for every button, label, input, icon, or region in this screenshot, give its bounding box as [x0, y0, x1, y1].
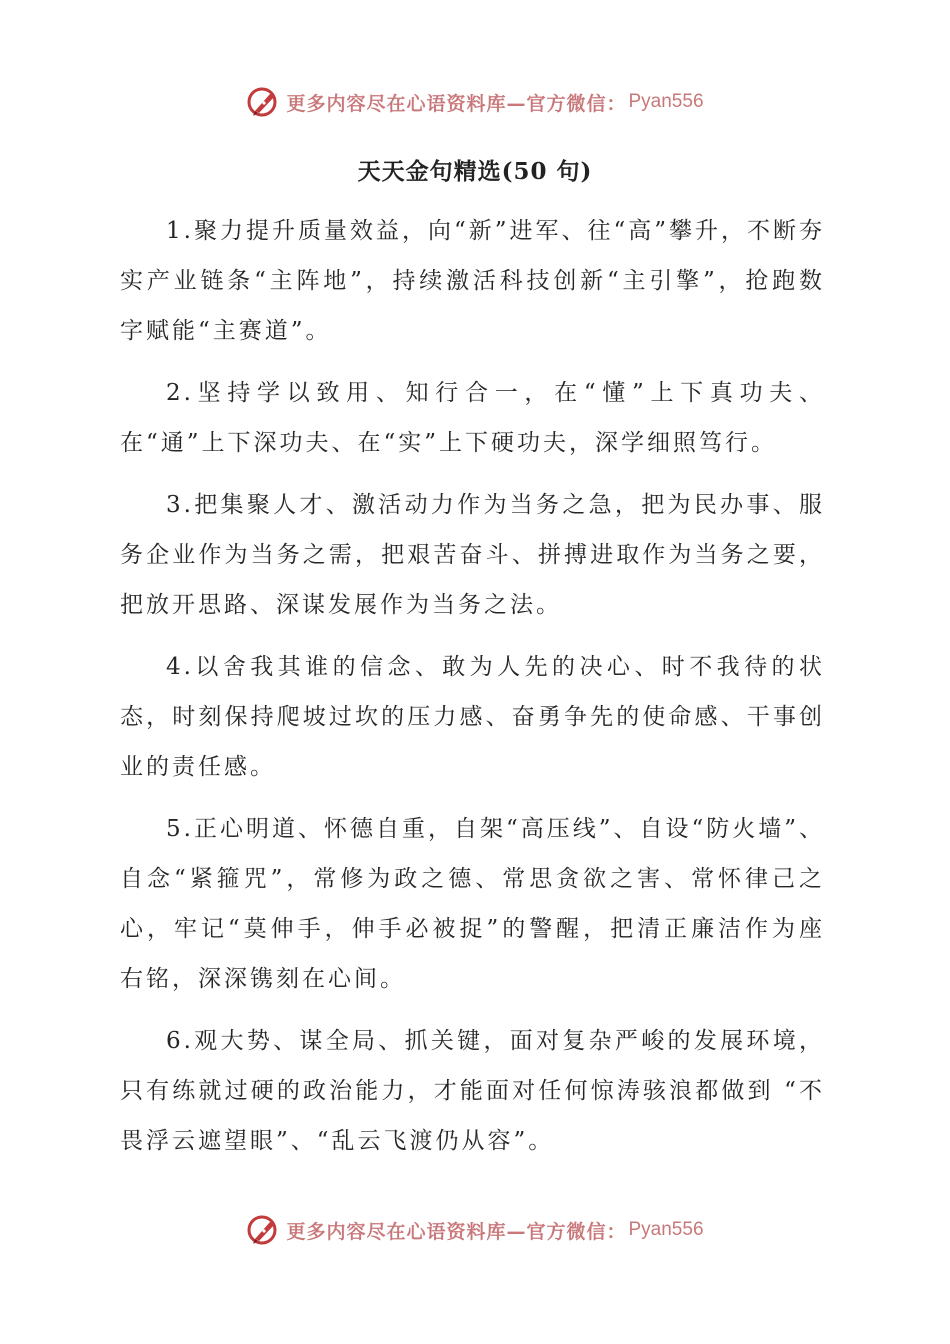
document-title: 天天金句精选(50 句): [357, 158, 593, 185]
quote-list: [120, 206, 825, 1178]
quote-paragraph-6: 6.观大势、谋全局、抓关键，面对复杂严峻的发展环境，只有练就过硬的政治能力，才能面对任何惊涛骇浪都做到 “不畏浮云遮望眼”、“乱云飞渡仍从容”。: [120, 1028, 825, 1154]
watermark-wechat-id: Pyan556: [628, 1219, 704, 1240]
pen-nib-logo-icon: [246, 85, 280, 119]
pen-nib-logo-icon: [246, 1213, 280, 1247]
watermark-text: 更多内容尽在心语资料库—官方微信：: [286, 92, 627, 115]
watermark-wechat-id: Pyan556: [628, 91, 704, 112]
quote-paragraph-3: 3.把集聚人才、激活动力作为当务之急，把为民办事、服务企业作为当务之需，把艰苦奋斗、拼搏进取作为当务之要，把放开思路、深谋发展作为当务之法。: [120, 492, 825, 618]
quote-paragraph-5: 5.正心明道、怀德自重，自架“高压线”、自设“防火墙”、自念“紧箍咒”，常修为政之德、常思贪欲之害、常怀律己之心，牢记“莫伸手，伸手必被捉”的警醒，把清正廉洁作为座右铭，深深镌刻在心间。: [120, 816, 825, 992]
quote-paragraph-1: 1.聚力提升质量效益，向“新”进军、往“高”攀升，不断夯实产业链条“主阵地”，持续激活科技创新“主引擎”，抢跑数字赋能“主赛道”。: [120, 218, 825, 344]
quote-paragraph-4: 4.以舍我其谁的信念、敢为人先的决心、时不我待的状态，时刻保持爬坡过坎的压力感、奋勇争先的使命感、干事创业的责任感。: [120, 654, 825, 780]
watermark-text: 更多内容尽在心语资料库—官方微信：: [286, 1220, 627, 1243]
header-watermark: [0, 82, 950, 122]
quote-paragraph-2: 2.坚持学以致用、知行合一，在“懂”上下真功夫、在“通”上下深功夫、在“实”上下硬功夫，深学细照笃行。: [120, 380, 825, 456]
footer-watermark: [0, 1210, 950, 1250]
